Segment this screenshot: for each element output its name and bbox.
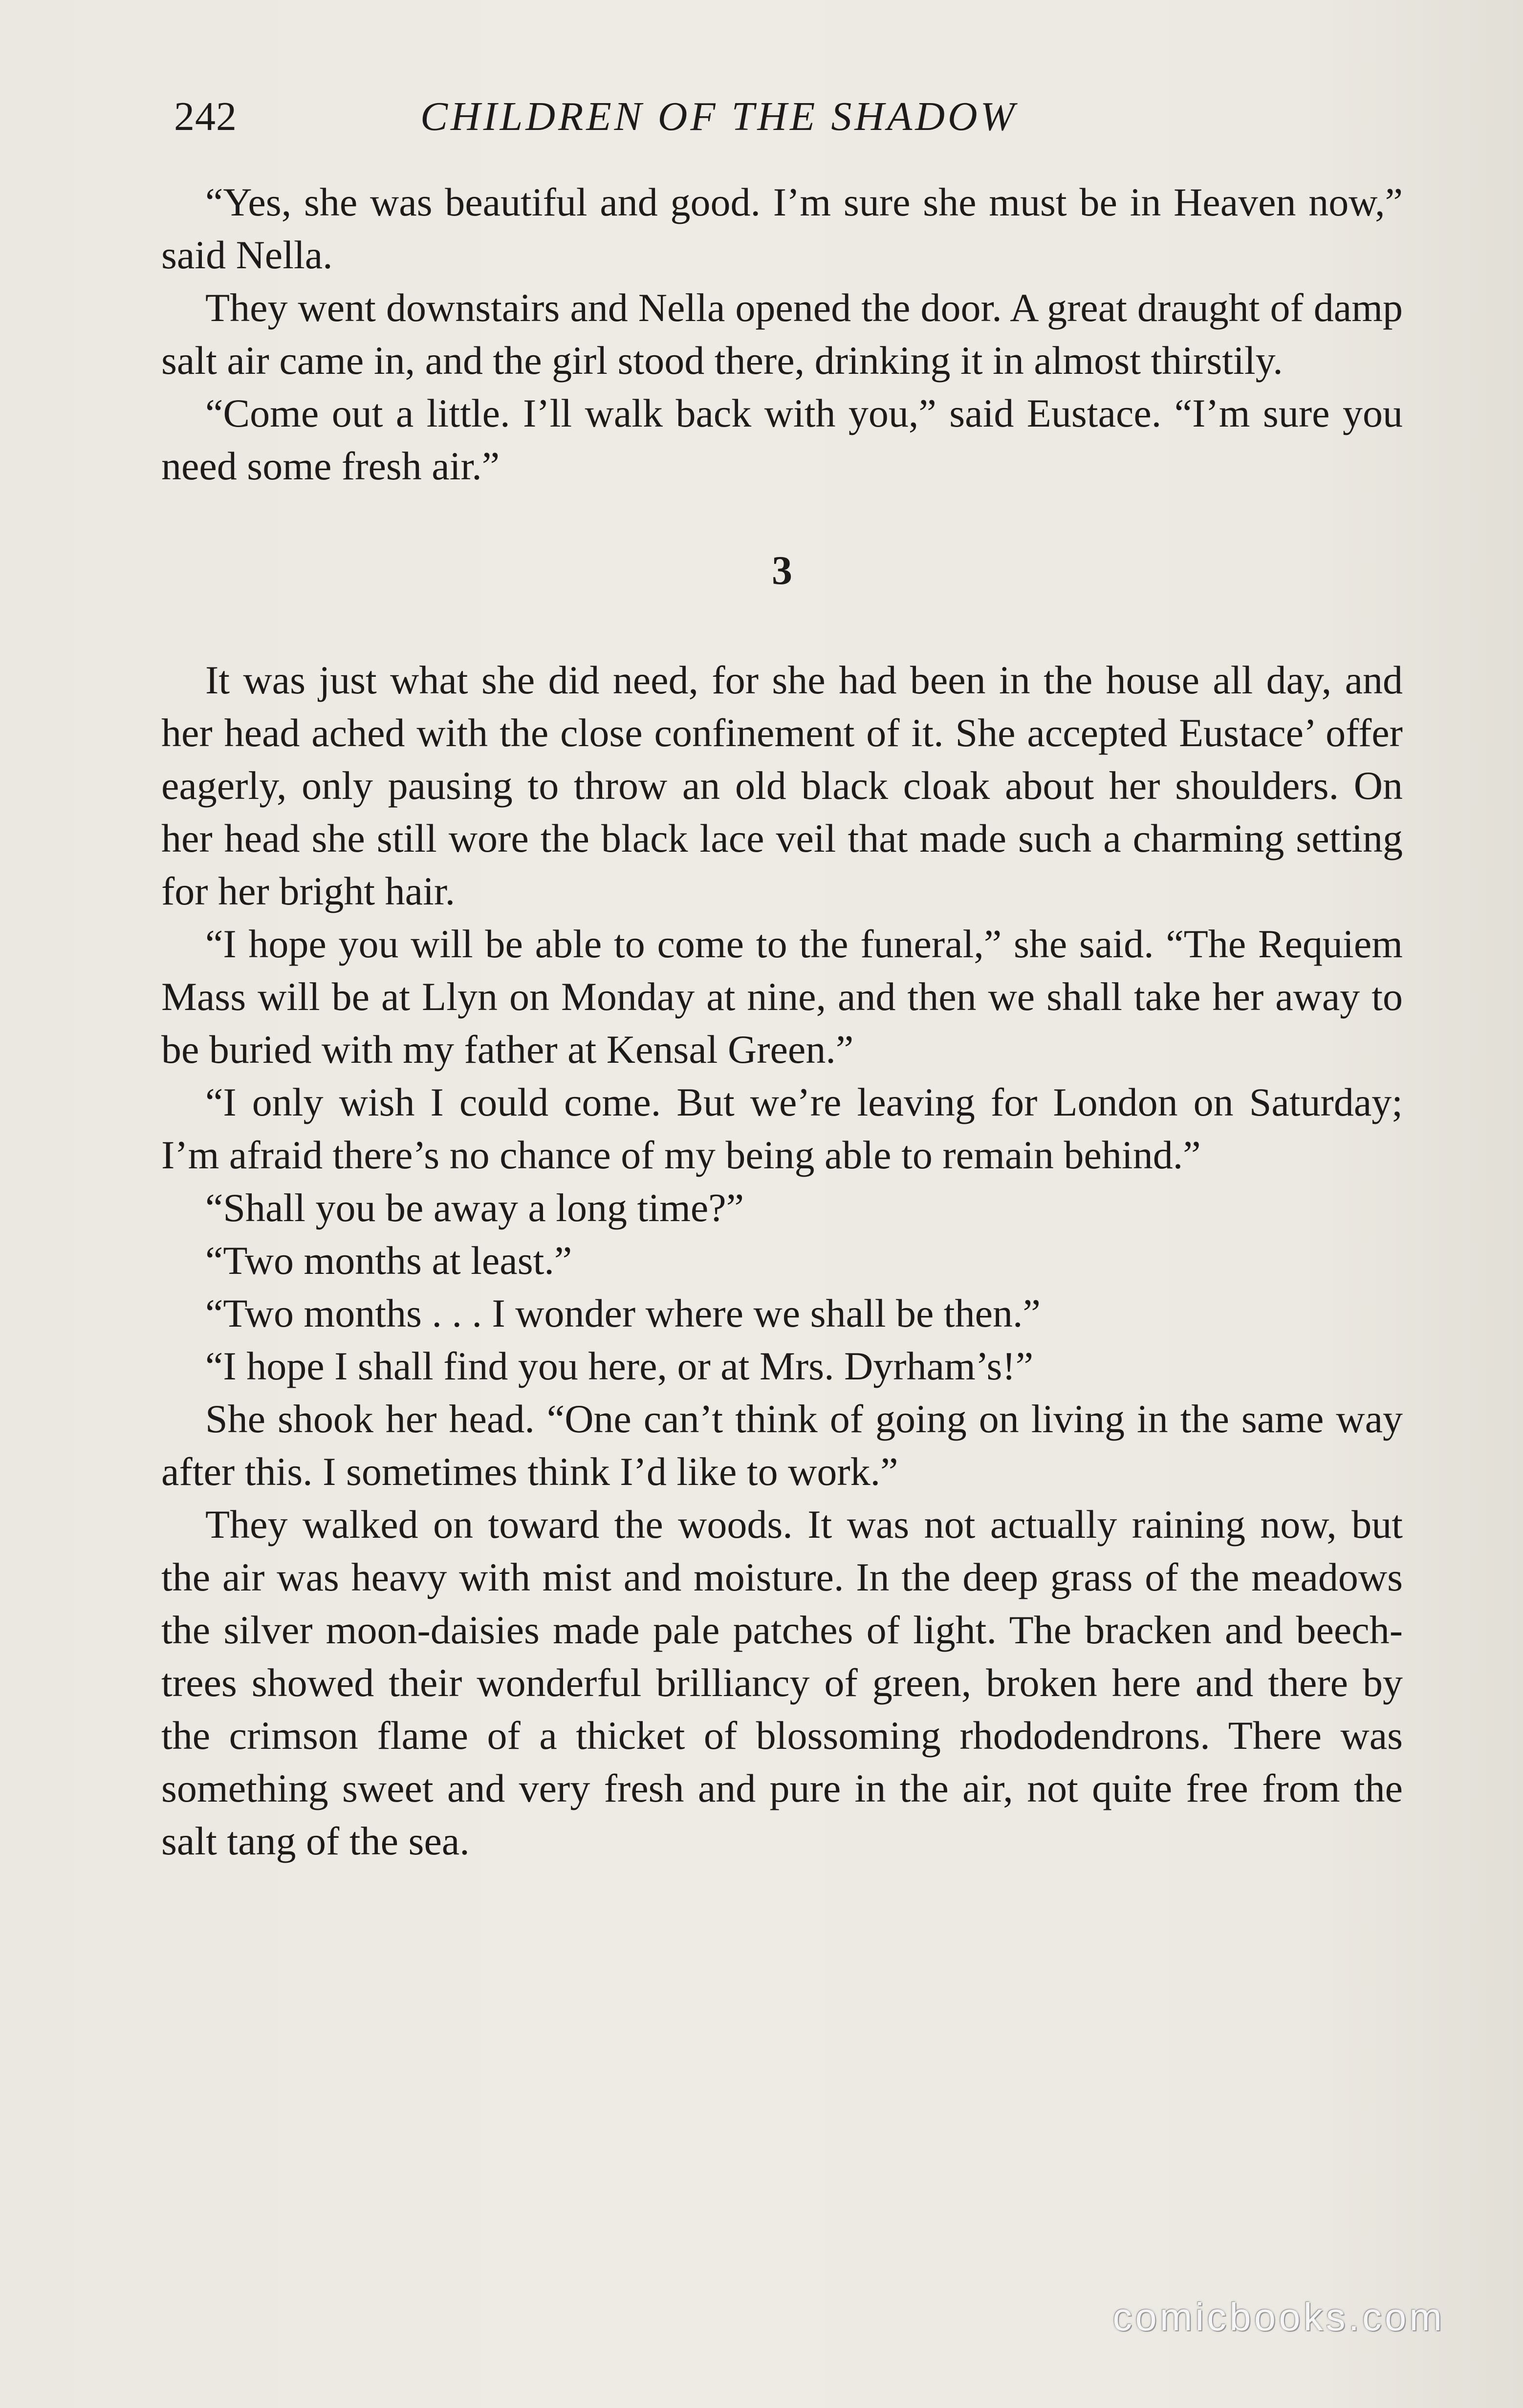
page-header bbox=[166, 88, 1417, 161]
paragraph: “I hope you will be able to come to the funeral,” she said. “The Requiem Mass will be at Llyn on Monday at nine, and then we shall take her away to be buried with my father at Kensal Green.” bbox=[161, 922, 1403, 1072]
paragraph: “I hope I shall find you here, or at Mrs. Dyrham’s!” bbox=[205, 1344, 1034, 1388]
page-number: 242 bbox=[174, 94, 237, 139]
paragraph: They walked on toward the woods. It was not actually raining now, but the air was heavy with mist and moisture. In the deep grass of the meadows the silver moon-daisies made pale patches of light. The bracken and beech-trees showed their wonderful brilliancy of green, broken here and there by the crimson flame of a thicket of blossoming rhododendrons. There was something sweet and very fresh and pure in the air, not quite free from the salt tang of the sea. bbox=[161, 1502, 1403, 1863]
paragraph: They went downstairs and Nella opened the door. A great draught of damp salt air came in, and the girl stood there, drinking it in almost thirstily. bbox=[161, 285, 1403, 383]
paragraph: “I only wish I could come. But we’re leaving for London on Saturday; I’m afraid there’s no chance of my being able to remain behind.” bbox=[161, 1080, 1403, 1177]
paragraph: “Two months . . . I wonder where we shall be then.” bbox=[205, 1291, 1041, 1335]
paragraph: It was just what she did need, for she had been in the house all day, and her head ached with the close confinement of it. She accepted Eustace’ offer eagerly, only pausing to throw an old black cloak about her shoulders. On her head she still wore the black lace veil that made such a charming setting for her bright hair. bbox=[161, 658, 1403, 913]
paragraph: “Two months at least.” bbox=[205, 1238, 572, 1283]
paragraph: She shook her head. “One can’t think of going on living in the same way after this. I sometimes think I’d like to work.” bbox=[161, 1397, 1403, 1494]
watermark: comicbooks.com bbox=[1112, 2295, 1445, 2339]
paragraph: “Come out a little. I’ll walk back with you,” said Eustace. “I’m sure you need some fresh air.” bbox=[161, 391, 1403, 488]
paragraph: “Yes, she was beautiful and good. I’m sure she must be in Heaven now,” said Nella. bbox=[161, 180, 1403, 277]
paragraph: “Shall you be away a long time?” bbox=[205, 1185, 744, 1230]
section-number: 3 bbox=[772, 548, 792, 593]
running-title: CHILDREN OF THE SHADOW bbox=[420, 94, 1018, 139]
body-text bbox=[161, 176, 1403, 1868]
